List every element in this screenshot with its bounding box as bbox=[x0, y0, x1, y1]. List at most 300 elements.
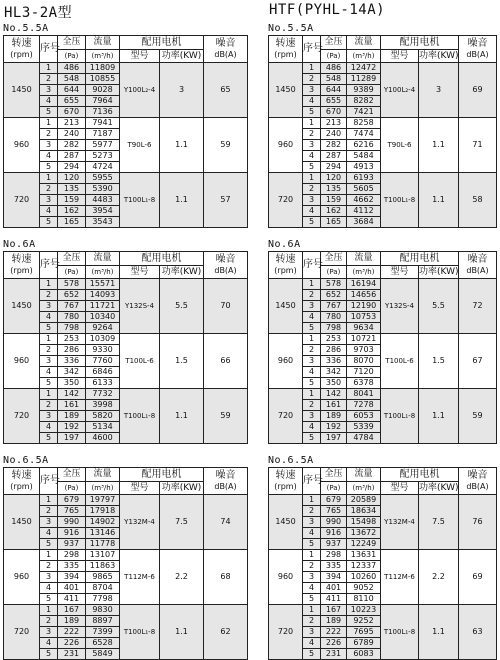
seq-header: 序号 bbox=[40, 252, 58, 279]
flow-cell: 10855 bbox=[86, 74, 120, 85]
seq-cell: 3 bbox=[303, 411, 321, 422]
header-unit: (rpm) bbox=[10, 482, 33, 491]
speed-header bbox=[4, 468, 40, 495]
flow-cell: 7695 bbox=[347, 627, 381, 638]
flow-cell: 11863 bbox=[86, 561, 120, 572]
noise-cell: 59 bbox=[204, 389, 248, 444]
motor-header: 配用电机 bbox=[381, 252, 459, 266]
seq-cell: 5 bbox=[40, 649, 58, 660]
noise-cell: 66 bbox=[204, 334, 248, 389]
seq-cell: 4 bbox=[40, 151, 58, 162]
flow-cell: 12472 bbox=[347, 63, 381, 74]
table-row bbox=[4, 279, 248, 290]
speed-cell: 1450 bbox=[4, 495, 40, 550]
noise-cell: 65 bbox=[204, 63, 248, 118]
seq-cell: 4 bbox=[40, 528, 58, 539]
flow-cell: 15571 bbox=[86, 279, 120, 290]
flow-cell: 6053 bbox=[347, 411, 381, 422]
seq-cell: 4 bbox=[303, 206, 321, 217]
table-row bbox=[269, 63, 497, 74]
pressure-cell: 165 bbox=[58, 217, 86, 228]
flow-cell: 18634 bbox=[347, 506, 381, 517]
pressure-cell: 213 bbox=[58, 118, 86, 129]
flow-cell: 4483 bbox=[86, 195, 120, 206]
pressure-cell: 765 bbox=[321, 506, 347, 517]
pressure-cell: 780 bbox=[58, 312, 86, 323]
seq-cell: 3 bbox=[303, 356, 321, 367]
seq-cell: 5 bbox=[303, 433, 321, 444]
flow-cell: 11289 bbox=[347, 74, 381, 85]
noise-cell: 63 bbox=[459, 605, 497, 660]
flow-cell: 7136 bbox=[86, 107, 120, 118]
pressure-cell: 222 bbox=[58, 627, 86, 638]
pressure-cell: 298 bbox=[58, 550, 86, 561]
power-header: 功率(KW) bbox=[160, 266, 204, 279]
flow-cell: 8041 bbox=[347, 389, 381, 400]
speed-cell: 720 bbox=[269, 389, 303, 444]
pressure-cell: 286 bbox=[321, 345, 347, 356]
seq-header: 序号 bbox=[303, 36, 321, 63]
speed-cell: 720 bbox=[4, 605, 40, 660]
pressure-cell: 798 bbox=[321, 323, 347, 334]
noise-cell: 70 bbox=[204, 279, 248, 334]
flow-cell: 13146 bbox=[86, 528, 120, 539]
pressure-cell: 765 bbox=[58, 506, 86, 517]
pressure-cell: 655 bbox=[58, 96, 86, 107]
section-label: No.6.5A bbox=[3, 455, 49, 466]
flow-cell: 8282 bbox=[347, 96, 381, 107]
seq-cell: 5 bbox=[303, 107, 321, 118]
flow-unit: (m³/h) bbox=[86, 50, 120, 63]
flow-cell: 3954 bbox=[86, 206, 120, 217]
power-cell: 1.1 bbox=[160, 605, 204, 660]
pressure-cell: 401 bbox=[58, 583, 86, 594]
model-cell: T100L₁-8 bbox=[120, 173, 160, 228]
seq-cell: 5 bbox=[303, 378, 321, 389]
flow-cell: 15498 bbox=[347, 517, 381, 528]
seq-cell: 1 bbox=[40, 389, 58, 400]
seq-cell: 5 bbox=[303, 162, 321, 173]
pressure-cell: 335 bbox=[321, 561, 347, 572]
header-main: 噪音 bbox=[215, 38, 236, 49]
pressure-cell: 197 bbox=[58, 433, 86, 444]
noise-cell: 59 bbox=[459, 389, 497, 444]
seq-cell: 3 bbox=[40, 195, 58, 206]
flow-cell: 5605 bbox=[347, 184, 381, 195]
pressure-cell: 142 bbox=[58, 389, 86, 400]
seq-cell: 1 bbox=[40, 118, 58, 129]
flow-cell: 9264 bbox=[86, 323, 120, 334]
speed-cell: 720 bbox=[269, 173, 303, 228]
pressure-header: 全压 bbox=[58, 252, 86, 266]
flow-cell: 10753 bbox=[347, 312, 381, 323]
speed-header bbox=[269, 252, 303, 279]
flow-cell: 8258 bbox=[347, 118, 381, 129]
seq-cell: 4 bbox=[40, 422, 58, 433]
flow-cell: 4784 bbox=[347, 433, 381, 444]
seq-cell: 1 bbox=[303, 389, 321, 400]
header-main: 转速 bbox=[11, 254, 32, 265]
seq-cell: 3 bbox=[303, 85, 321, 96]
speed-cell: 720 bbox=[4, 389, 40, 444]
flow-cell: 11809 bbox=[86, 63, 120, 74]
section-label: No.6A bbox=[268, 239, 301, 250]
seq-cell: 2 bbox=[40, 506, 58, 517]
flow-cell: 20589 bbox=[347, 495, 381, 506]
flow-cell: 6789 bbox=[347, 638, 381, 649]
seq-cell: 5 bbox=[40, 378, 58, 389]
speed-cell: 1450 bbox=[4, 279, 40, 334]
pressure-cell: 578 bbox=[321, 279, 347, 290]
pressure-cell: 294 bbox=[321, 162, 347, 173]
motor-header: 配用电机 bbox=[381, 468, 459, 482]
flow-cell: 7941 bbox=[86, 118, 120, 129]
seq-cell: 1 bbox=[303, 118, 321, 129]
pressure-cell: 192 bbox=[58, 422, 86, 433]
header-unit: dB(A) bbox=[466, 50, 489, 59]
pressure-cell: 336 bbox=[321, 356, 347, 367]
header-unit: (rpm) bbox=[274, 482, 297, 491]
fan-section bbox=[268, 454, 496, 660]
noise-cell: 62 bbox=[204, 605, 248, 660]
table-row bbox=[4, 334, 248, 345]
pressure-unit: (Pa) bbox=[321, 482, 347, 495]
flow-header: 流量 bbox=[86, 468, 120, 482]
power-cell: 3 bbox=[160, 63, 204, 118]
flow-cell: 9389 bbox=[347, 85, 381, 96]
seq-cell: 4 bbox=[303, 638, 321, 649]
flow-cell: 19797 bbox=[86, 495, 120, 506]
power-cell: 1.5 bbox=[419, 334, 459, 389]
noise-cell: 74 bbox=[204, 495, 248, 550]
pressure-cell: 192 bbox=[321, 422, 347, 433]
header-main: 噪音 bbox=[467, 470, 488, 481]
power-cell: 1.1 bbox=[160, 389, 204, 444]
power-cell: 1.1 bbox=[419, 173, 459, 228]
flow-cell: 8070 bbox=[347, 356, 381, 367]
flow-cell: 10260 bbox=[347, 572, 381, 583]
pressure-cell: 655 bbox=[321, 96, 347, 107]
header-unit: (rpm) bbox=[10, 266, 33, 275]
seq-cell: 4 bbox=[40, 583, 58, 594]
pressure-header: 全压 bbox=[58, 36, 86, 50]
pressure-cell: 142 bbox=[321, 389, 347, 400]
fan-section bbox=[3, 454, 247, 660]
header-unit: dB(A) bbox=[466, 266, 489, 275]
seq-cell: 2 bbox=[40, 74, 58, 85]
seq-cell: 3 bbox=[40, 356, 58, 367]
flow-cell: 12249 bbox=[347, 539, 381, 550]
flow-cell: 6193 bbox=[347, 173, 381, 184]
motor-header: 配用电机 bbox=[120, 252, 204, 266]
seq-cell: 5 bbox=[40, 107, 58, 118]
header-main: 转速 bbox=[11, 38, 32, 49]
flow-unit: (m³/h) bbox=[347, 50, 381, 63]
flow-cell: 9634 bbox=[347, 323, 381, 334]
speed-cell: 960 bbox=[269, 550, 303, 605]
header-main: 转速 bbox=[275, 254, 296, 265]
speed-header bbox=[269, 36, 303, 63]
pressure-cell: 652 bbox=[321, 290, 347, 301]
flow-cell: 7399 bbox=[86, 627, 120, 638]
pressure-cell: 231 bbox=[321, 649, 347, 660]
model-header: 型号 bbox=[120, 50, 160, 63]
power-header: 功率(KW) bbox=[160, 50, 204, 63]
flow-header: 流量 bbox=[347, 252, 381, 266]
flow-cell: 4600 bbox=[86, 433, 120, 444]
right-title: HTF(PYHL-14A) bbox=[269, 2, 386, 18]
flow-cell: 6133 bbox=[86, 378, 120, 389]
spec-table bbox=[268, 35, 497, 228]
pressure-cell: 240 bbox=[58, 129, 86, 140]
flow-cell: 5390 bbox=[86, 184, 120, 195]
spec-table bbox=[268, 251, 497, 444]
fan-section bbox=[268, 238, 496, 444]
flow-cell: 11721 bbox=[86, 301, 120, 312]
pressure-cell: 394 bbox=[58, 572, 86, 583]
flow-cell: 8897 bbox=[86, 616, 120, 627]
table-row bbox=[269, 173, 497, 184]
header-main: 转速 bbox=[11, 470, 32, 481]
flow-cell: 3543 bbox=[86, 217, 120, 228]
header-unit: dB(A) bbox=[466, 482, 489, 491]
pressure-cell: 411 bbox=[58, 594, 86, 605]
pressure-cell: 161 bbox=[58, 400, 86, 411]
seq-cell: 2 bbox=[303, 506, 321, 517]
speed-cell: 1450 bbox=[269, 279, 303, 334]
pressure-cell: 287 bbox=[321, 151, 347, 162]
power-cell: 1.1 bbox=[160, 173, 204, 228]
pressure-cell: 167 bbox=[58, 605, 86, 616]
table-row bbox=[4, 495, 248, 506]
seq-cell: 1 bbox=[303, 495, 321, 506]
pressure-cell: 336 bbox=[58, 356, 86, 367]
pressure-cell: 780 bbox=[321, 312, 347, 323]
model-header: 型号 bbox=[120, 482, 160, 495]
power-cell: 2.2 bbox=[419, 550, 459, 605]
noise-cell: 58 bbox=[459, 173, 497, 228]
pressure-cell: 282 bbox=[58, 140, 86, 151]
pressure-cell: 294 bbox=[58, 162, 86, 173]
model-cell: T112M-6 bbox=[120, 550, 160, 605]
flow-cell: 4913 bbox=[347, 162, 381, 173]
seq-cell: 5 bbox=[40, 162, 58, 173]
seq-cell: 1 bbox=[303, 279, 321, 290]
pressure-header: 全压 bbox=[321, 252, 347, 266]
pressure-cell: 937 bbox=[321, 539, 347, 550]
spec-table bbox=[268, 467, 497, 660]
power-cell: 7.5 bbox=[419, 495, 459, 550]
seq-cell: 5 bbox=[303, 217, 321, 228]
seq-cell: 1 bbox=[303, 605, 321, 616]
seq-cell: 3 bbox=[303, 195, 321, 206]
speed-cell: 960 bbox=[4, 118, 40, 173]
seq-cell: 3 bbox=[40, 85, 58, 96]
model-cell: T90L-6 bbox=[381, 118, 419, 173]
flow-cell: 9330 bbox=[86, 345, 120, 356]
header-main: 转速 bbox=[275, 470, 296, 481]
seq-cell: 5 bbox=[303, 594, 321, 605]
speed-cell: 720 bbox=[4, 173, 40, 228]
flow-header: 流量 bbox=[347, 468, 381, 482]
pressure-cell: 226 bbox=[58, 638, 86, 649]
power-header: 功率(KW) bbox=[419, 482, 459, 493]
pressure-cell: 226 bbox=[321, 638, 347, 649]
header-unit: dB(A) bbox=[214, 482, 237, 491]
flow-cell: 7120 bbox=[347, 367, 381, 378]
pressure-unit: (Pa) bbox=[58, 266, 86, 279]
spec-table bbox=[3, 35, 248, 228]
power-cell: 5.5 bbox=[160, 279, 204, 334]
pressure-cell: 990 bbox=[58, 517, 86, 528]
seq-cell: 2 bbox=[40, 345, 58, 356]
seq-cell: 5 bbox=[40, 323, 58, 334]
seq-cell: 2 bbox=[303, 616, 321, 627]
model-cell: Y132S-4 bbox=[120, 279, 160, 334]
noise-header bbox=[204, 252, 248, 279]
seq-cell: 2 bbox=[303, 129, 321, 140]
pressure-cell: 548 bbox=[321, 74, 347, 85]
speed-cell: 1450 bbox=[269, 495, 303, 550]
seq-cell: 3 bbox=[40, 301, 58, 312]
section-label: No.5.5A bbox=[268, 23, 314, 34]
pressure-cell: 253 bbox=[58, 334, 86, 345]
noise-header bbox=[459, 468, 497, 495]
pressure-cell: 287 bbox=[58, 151, 86, 162]
pressure-cell: 135 bbox=[58, 184, 86, 195]
seq-cell: 4 bbox=[303, 583, 321, 594]
power-header: 功率(KW) bbox=[160, 482, 204, 495]
power-cell: 2.2 bbox=[160, 550, 204, 605]
section-label: No.6A bbox=[3, 239, 36, 250]
flow-cell: 3998 bbox=[86, 400, 120, 411]
flow-cell: 6846 bbox=[86, 367, 120, 378]
pressure-cell: 159 bbox=[58, 195, 86, 206]
fan-section bbox=[3, 238, 247, 444]
pressure-cell: 767 bbox=[321, 301, 347, 312]
model-header: 型号 bbox=[381, 266, 419, 279]
flow-cell: 5134 bbox=[86, 422, 120, 433]
seq-cell: 5 bbox=[303, 649, 321, 660]
fan-section bbox=[268, 22, 496, 228]
spec-table bbox=[3, 467, 248, 660]
pressure-cell: 342 bbox=[321, 367, 347, 378]
seq-cell: 3 bbox=[303, 517, 321, 528]
pressure-cell: 411 bbox=[321, 594, 347, 605]
pressure-cell: 350 bbox=[321, 378, 347, 389]
pressure-cell: 162 bbox=[321, 206, 347, 217]
seq-header: 序号 bbox=[40, 36, 58, 63]
pressure-cell: 240 bbox=[321, 129, 347, 140]
table-row bbox=[4, 389, 248, 400]
pressure-cell: 644 bbox=[58, 85, 86, 96]
model-cell: Y100L₂-4 bbox=[381, 63, 419, 118]
flow-cell: 9830 bbox=[86, 605, 120, 616]
flow-cell: 10340 bbox=[86, 312, 120, 323]
flow-cell: 5955 bbox=[86, 173, 120, 184]
power-cell: 1.1 bbox=[160, 118, 204, 173]
flow-cell: 4662 bbox=[347, 195, 381, 206]
seq-cell: 4 bbox=[303, 312, 321, 323]
flow-cell: 5484 bbox=[347, 151, 381, 162]
pressure-cell: 486 bbox=[58, 63, 86, 74]
model-cell: T100L-6 bbox=[120, 334, 160, 389]
seq-cell: 3 bbox=[40, 517, 58, 528]
seq-header: 序号 bbox=[40, 468, 58, 495]
motor-header: 配用电机 bbox=[120, 468, 204, 482]
model-cell: T100L₁-8 bbox=[120, 605, 160, 660]
power-cell: 1.1 bbox=[419, 605, 459, 660]
speed-header bbox=[4, 36, 40, 63]
flow-cell: 12190 bbox=[347, 301, 381, 312]
flow-cell: 8110 bbox=[347, 594, 381, 605]
model-cell: T100L₁-8 bbox=[381, 173, 419, 228]
header-main: 噪音 bbox=[467, 38, 488, 49]
flow-cell: 7278 bbox=[347, 400, 381, 411]
flow-cell: 16194 bbox=[347, 279, 381, 290]
fan-section bbox=[3, 22, 247, 228]
flow-cell: 9865 bbox=[86, 572, 120, 583]
seq-cell: 5 bbox=[40, 594, 58, 605]
pressure-cell: 916 bbox=[58, 528, 86, 539]
seq-cell: 5 bbox=[303, 323, 321, 334]
seq-cell: 4 bbox=[40, 638, 58, 649]
pressure-cell: 798 bbox=[58, 323, 86, 334]
model-header: 型号 bbox=[120, 266, 160, 279]
flow-unit: (m³/h) bbox=[86, 482, 120, 495]
model-header: 型号 bbox=[381, 482, 419, 495]
power-cell: 3 bbox=[419, 63, 459, 118]
power-cell: 1.1 bbox=[419, 118, 459, 173]
header-unit: dB(A) bbox=[214, 50, 237, 59]
flow-cell: 9703 bbox=[347, 345, 381, 356]
power-cell: 1.1 bbox=[419, 389, 459, 444]
seq-cell: 3 bbox=[40, 411, 58, 422]
seq-cell: 2 bbox=[303, 74, 321, 85]
pressure-header: 全压 bbox=[321, 468, 347, 482]
seq-cell: 4 bbox=[303, 367, 321, 378]
pressure-cell: 159 bbox=[321, 195, 347, 206]
pressure-cell: 222 bbox=[321, 627, 347, 638]
flow-cell: 7798 bbox=[86, 594, 120, 605]
seq-cell: 1 bbox=[40, 63, 58, 74]
seq-cell: 3 bbox=[40, 572, 58, 583]
pressure-header: 全压 bbox=[321, 36, 347, 50]
section-label: No.6.5A bbox=[268, 455, 314, 466]
speed-header bbox=[4, 252, 40, 279]
model-cell: Y100L₂-4 bbox=[120, 63, 160, 118]
seq-cell: 2 bbox=[40, 400, 58, 411]
header-unit: (rpm) bbox=[274, 266, 297, 275]
seq-cell: 2 bbox=[303, 345, 321, 356]
pressure-cell: 286 bbox=[58, 345, 86, 356]
seq-cell: 5 bbox=[40, 217, 58, 228]
header-main: 噪音 bbox=[215, 470, 236, 481]
speed-cell: 960 bbox=[269, 118, 303, 173]
flow-cell: 7474 bbox=[347, 129, 381, 140]
flow-cell: 5977 bbox=[86, 140, 120, 151]
speed-cell: 960 bbox=[269, 334, 303, 389]
pressure-cell: 644 bbox=[321, 85, 347, 96]
seq-cell: 3 bbox=[40, 140, 58, 151]
pressure-cell: 197 bbox=[321, 433, 347, 444]
speed-cell: 1450 bbox=[4, 63, 40, 118]
seq-cell: 2 bbox=[40, 290, 58, 301]
pressure-cell: 161 bbox=[321, 400, 347, 411]
seq-cell: 1 bbox=[40, 495, 58, 506]
seq-cell: 4 bbox=[40, 206, 58, 217]
power-header: 功率(KW) bbox=[419, 50, 459, 61]
